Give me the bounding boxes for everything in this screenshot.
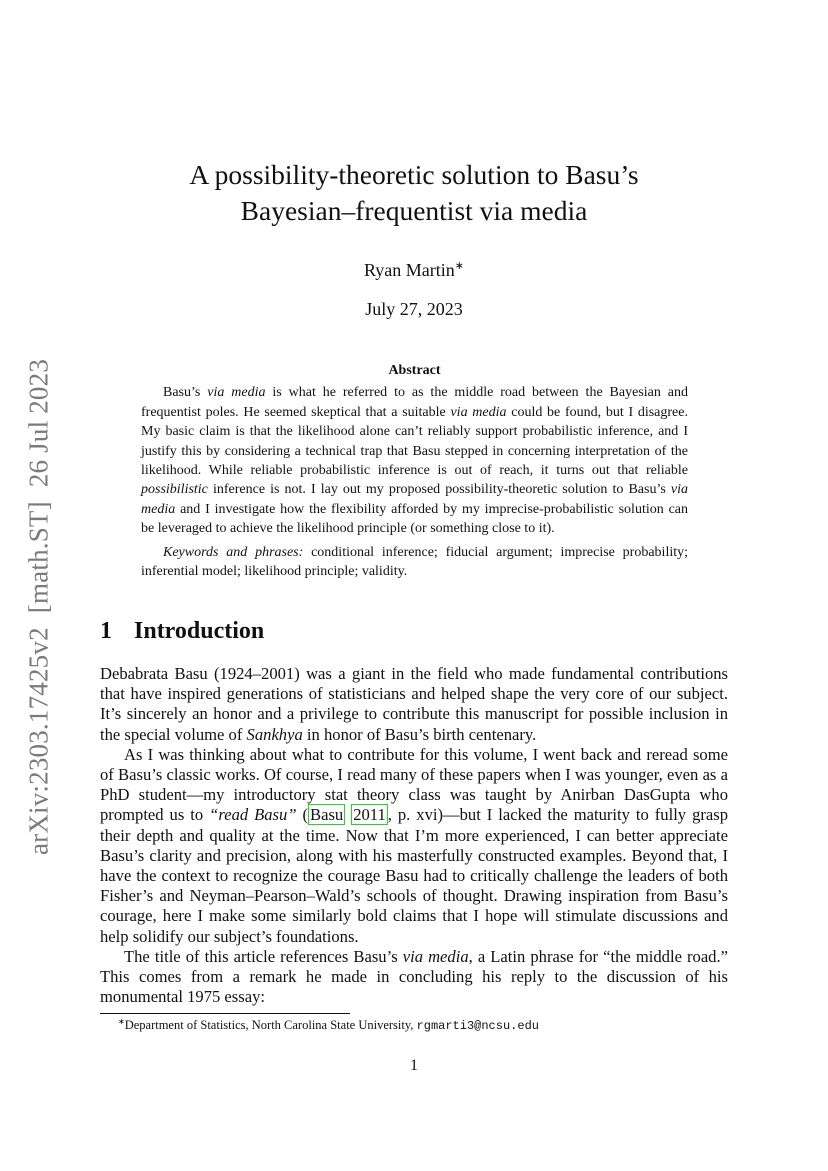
section-number: 1: [100, 618, 112, 644]
citation-link-year[interactable]: 2011: [353, 805, 386, 825]
abstract-paragraph: Basu’s via media is what he referred to as the middle road between the Bayesian and frequentist poles. He seemed skeptical that a suitable via media could be found, but I disagree. My basic claim is that the likelihood alone can’t reliably support probabilistic inference, and I justify this by considering a technical trap that Basu stepped in concerning interpretation of the likelihood. While reliable probabilistic inference is out of reach, it turns out that reliable possibilistic inference is not. I lay out my proposed possibility-theoretic solution to Basu’s via media and I investigate how the flexibility afforded by my imprecise-probabilistic solution can be leveraged to achieve the likelihood principle (or something close to it).: [141, 385, 688, 537]
title-line-2: Bayesian–frequentist via media: [240, 195, 588, 226]
author: [100, 259, 728, 281]
title-block: [100, 157, 728, 320]
footnote-mark: ∗: [118, 1017, 125, 1026]
title-line-1: A possibility-theoretic solution to Basu’s: [189, 159, 639, 190]
footnote-email[interactable]: rgmarti3@ncsu.edu: [416, 1019, 539, 1034]
paper-title: [100, 157, 728, 229]
footnote: [118, 1017, 539, 1033]
body-paragraph-3: The title of this article references Basu’s via media, a Latin phrase for “the middle road.” This comes from a remark he made in concluding his reply to the discussion of his monumental 1975 essay:: [100, 946, 728, 1007]
arxiv-category: [math.ST]: [23, 501, 54, 614]
section-title: Introduction: [134, 618, 265, 644]
section-heading: [100, 618, 264, 645]
author-footnote-mark[interactable]: ∗: [454, 260, 464, 272]
page-number: 1: [410, 1057, 418, 1074]
arxiv-date: 26 Jul 2023: [23, 358, 54, 488]
body-paragraph-2: As I was thinking about what to contribute for this volume, I went back and reread some of Basu’s classic works. Of course, I read many of these papers when I was younger, even as a PhD student—my introductory stat theory class was taught by Anirban DasGupta who prompted us to “read Basu” ( Basu 2011 , p. xvi)—but I lacked the maturity to fully grasp their depth and quality at the time. Now that I’m more experienced, I can better appreciate Basu’s clarity and precision, along with his masterfully constructed examples. Beyond that, I have the context to recognize the courage Basu had to critically challenge the leaders of both Fisher’s and Neyman–Pearson–Wald’s schools of thought. Drawing inspiration from Basu’s courage, here I make some similarly bold claims that I hope will stimulate discussions and help solidify our subject’s foundations.: [100, 744, 729, 946]
arxiv-id: arXiv:2303.17425v2: [23, 627, 54, 856]
arxiv-identifier-stamp: [24, 359, 55, 855]
keywords-label: Keywords and phrases:: [163, 544, 304, 560]
footnote-text: Department of Statistics, North Carolina State University,: [124, 1018, 417, 1033]
keywords: [141, 543, 688, 582]
body-paragraph-1: Debabrata Basu (1924–2001) was a giant in the field who made fundamental contributions that have inspired generations of statisticians and helped shape the very core of our subject. It’s sincerely an honor and a privilege to contribute this manuscript for possible inclusion in the special volume of Sankhya in honor of Basu’s birth centenary.: [100, 664, 728, 744]
keywords-list: conditional inference; fiducial argument; imprecise probability; inferential model; likelihood principle; validity.: [141, 544, 688, 580]
paper-date: July 27, 2023: [365, 299, 463, 319]
author-name: Ryan Martin: [364, 260, 455, 280]
body-text: [100, 664, 728, 1007]
footnote-rule: [100, 1013, 350, 1014]
citation-link-author[interactable]: Basu: [310, 805, 344, 825]
abstract: [141, 361, 688, 581]
abstract-heading: Abstract: [388, 363, 441, 378]
